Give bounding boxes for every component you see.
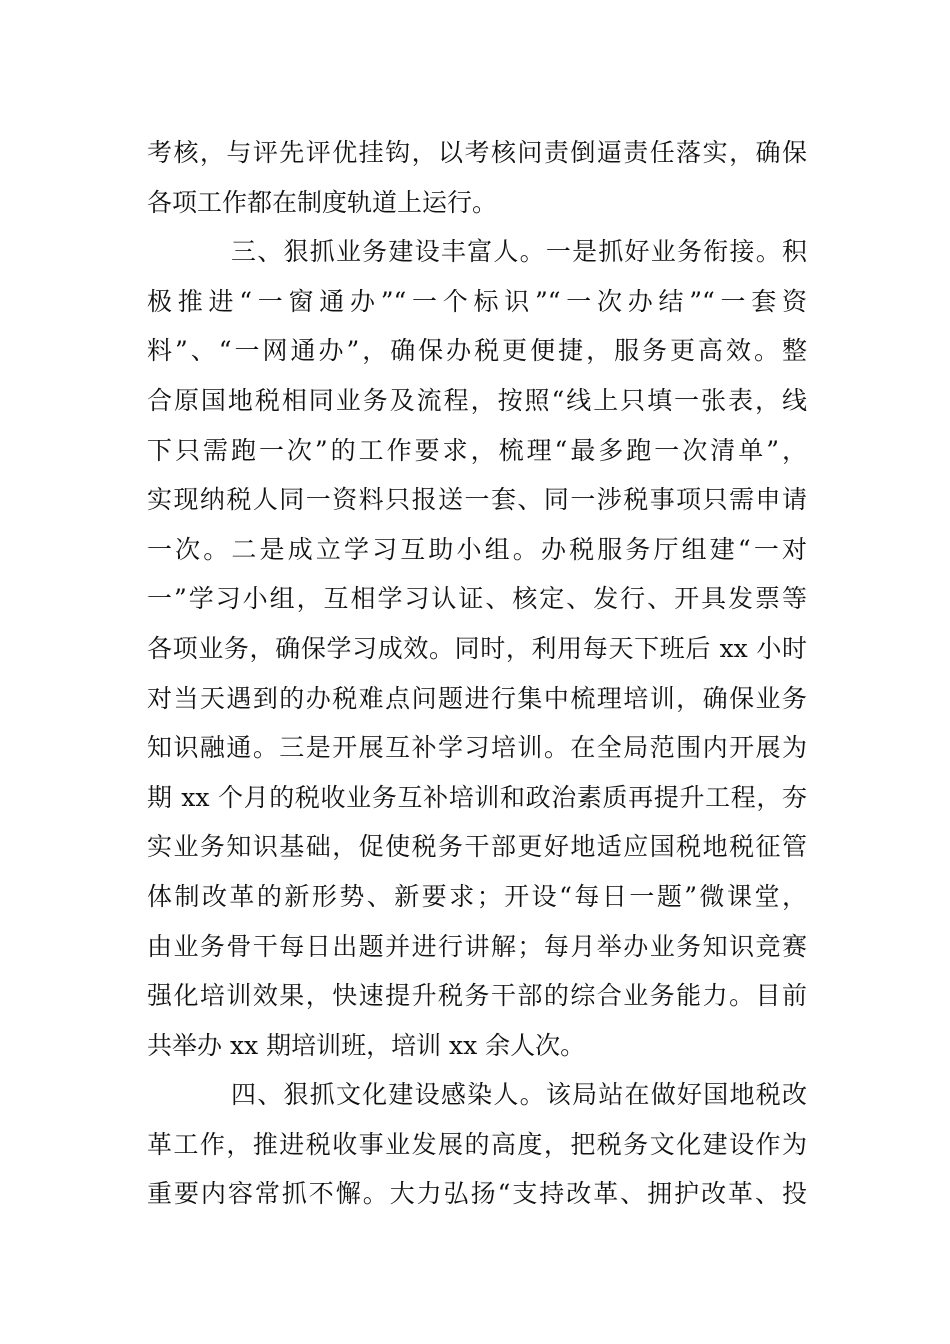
text-line: 革工作，推进税收事业发展的高度，把税务文化建设作为	[147, 1129, 807, 1159]
text-line: 对当天遇到的办税难点问题进行集中梳理培训，确保业务	[147, 683, 807, 713]
text-line: 知识融通。三是开展互补学习培训。在全局范围内开展为	[147, 733, 807, 763]
text-line: 实现纳税人同一资料只报送一套、同一涉税事项只需申请	[147, 485, 807, 515]
text-line: 重要内容常抓不懈。大力弘扬“支持改革、拥护改革、投	[147, 1179, 807, 1209]
text-line: 下只需跑一次”的工作要求，梳理“最多跑一次清单”，	[147, 435, 807, 465]
section-heading-line: 三、狠抓业务建设丰富人。一是抓好业务衔接。积	[231, 237, 807, 267]
text-line: 考核，与评先评优挂钩，以考核问责倒逼责任落实，确保	[147, 138, 807, 167]
text-line: 各项工作都在制度轨道上运行。	[147, 187, 498, 217]
text-line: 期 xx 个月的税收业务互补培训和政治素质再提升工程，夯	[147, 782, 807, 812]
text-line: 一”学习小组，互相学习认证、核定、发行、开具发票等	[147, 584, 807, 614]
body-text	[147, 128, 807, 1219]
text-line: 合原国地税相同业务及流程，按照“线上只填一张表，线	[147, 385, 807, 415]
text-line: 料”、“一网通办”，确保办税更便捷，服务更高效。整	[147, 336, 807, 366]
text-line: 由业务骨干每日出题并进行讲解；每月举办业务知识竞赛	[147, 931, 807, 961]
text-line: 实业务知识基础，促使税务干部更好地适应国税地税征管	[147, 832, 807, 862]
text-line: 极推进“一窗通办”“一个标识”“一次办结”“一套资	[147, 286, 807, 316]
section-heading-line: 四、狠抓文化建设感染人。该局站在做好国地税改	[231, 1080, 807, 1110]
text-line: 体制改革的新形势、新要求；开设“每日一题”微课堂，	[147, 881, 807, 911]
text-line: 强化培训效果，快速提升税务干部的综合业务能力。目前	[147, 981, 807, 1011]
text-line: 一次。二是成立学习互助小组。办税服务厅组建“一对	[147, 534, 807, 564]
text-line: 共举办 xx 期培训班，培训 xx 余人次。	[147, 1030, 586, 1060]
text-line: 各项业务，确保学习成效。同时，利用每天下班后 xx 小时	[147, 633, 807, 663]
